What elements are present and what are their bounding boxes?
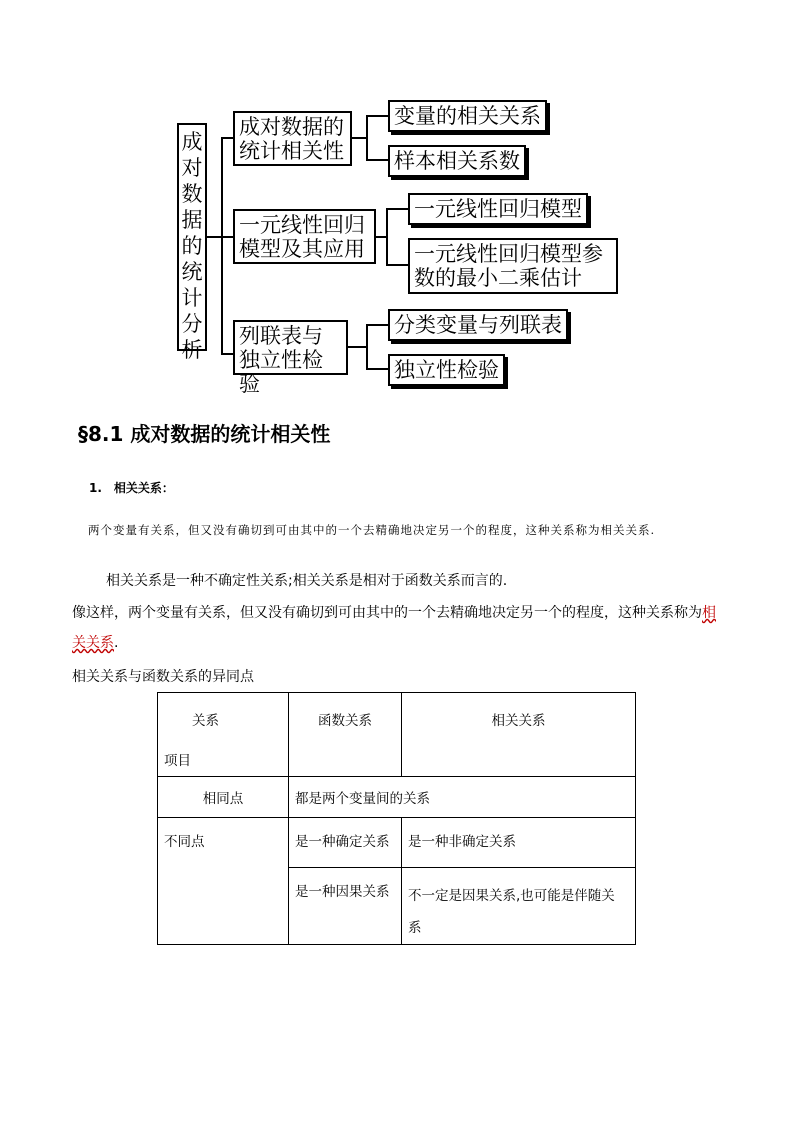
connector <box>366 324 388 326</box>
paragraph-1: 相关关系是一种不确定性关系;相关关系是相对于函数关系而言的. <box>106 573 508 589</box>
connector <box>366 115 388 117</box>
period: . <box>114 635 119 651</box>
connector <box>366 368 388 370</box>
corner-cell <box>158 693 289 777</box>
corner-bottom: 项目 <box>164 753 191 769</box>
root-node: 成对数据的统计分析 <box>177 123 207 351</box>
connector <box>366 324 368 370</box>
highlighted-term: 相 <box>702 605 716 621</box>
connector <box>221 353 233 355</box>
connector <box>376 236 386 238</box>
diff-label: 不同点 <box>158 818 289 945</box>
paragraph-2-text: 像这样，两个变量有关系，但又没有确切到可由其中的一个去精确地决定另一个的程度，这种关系称为 <box>72 605 702 621</box>
diff2-function: 是一种因果关系 <box>289 868 402 945</box>
connector <box>348 346 366 348</box>
leaf-node-3-2: 独立性检验 <box>388 354 505 386</box>
leaf-node-3-1: 分类变量与列联表 <box>388 309 568 341</box>
connector <box>366 115 368 161</box>
branch-node-2: 一元线性回归模型及其应用 <box>233 209 376 264</box>
connector <box>221 137 223 355</box>
diff2-correlation: 不一定是因果关系,也可能是伴随关系 <box>402 868 636 945</box>
connector <box>386 208 408 210</box>
highlighted-term-cont: 关关系 <box>72 635 114 651</box>
item-heading <box>89 479 174 496</box>
branch-node-1: 成对数据的统计相关性 <box>233 111 352 166</box>
connector <box>352 137 366 139</box>
header-function: 函数关系 <box>289 693 402 777</box>
connector <box>386 208 388 266</box>
connector <box>207 236 221 238</box>
paragraph-2 <box>72 598 716 628</box>
corner-top: 关系 <box>192 713 219 729</box>
table-caption: 相关关系与函数关系的异同点 <box>72 669 254 685</box>
leaf-node-1-1: 变量的相关关系 <box>388 100 547 132</box>
paragraph-2-cont <box>72 628 118 658</box>
section-title: §8.1 成对数据的统计相关性 <box>78 422 331 446</box>
diff1-function: 是一种确定关系 <box>289 818 402 868</box>
connector <box>221 236 233 238</box>
leaf-node-2-2: 一元线性回归模型参数的最小二乘估计 <box>408 238 618 294</box>
connector <box>386 264 408 266</box>
comparison-table <box>157 692 636 945</box>
connector <box>366 159 388 161</box>
header-correlation: 相关关系 <box>402 693 636 777</box>
diff1-correlation: 是一种非确定关系 <box>402 818 636 868</box>
item-label: 相关关系： <box>113 481 174 495</box>
leaf-node-2-1: 一元线性回归模型 <box>408 193 588 225</box>
connector <box>221 137 233 139</box>
definition-text: 两个变量有关系，但又没有确切到可由其中的一个去精确地决定另一个的程度，这种关系称为相关关系. <box>88 523 656 537</box>
leaf-node-1-2: 样本相关系数 <box>388 145 526 177</box>
same-value: 都是两个变量间的关系 <box>289 777 636 818</box>
branch-node-3: 列联表与独立性检验 <box>233 320 348 375</box>
same-label: 相同点 <box>158 777 289 818</box>
item-number: 1. <box>89 481 102 495</box>
